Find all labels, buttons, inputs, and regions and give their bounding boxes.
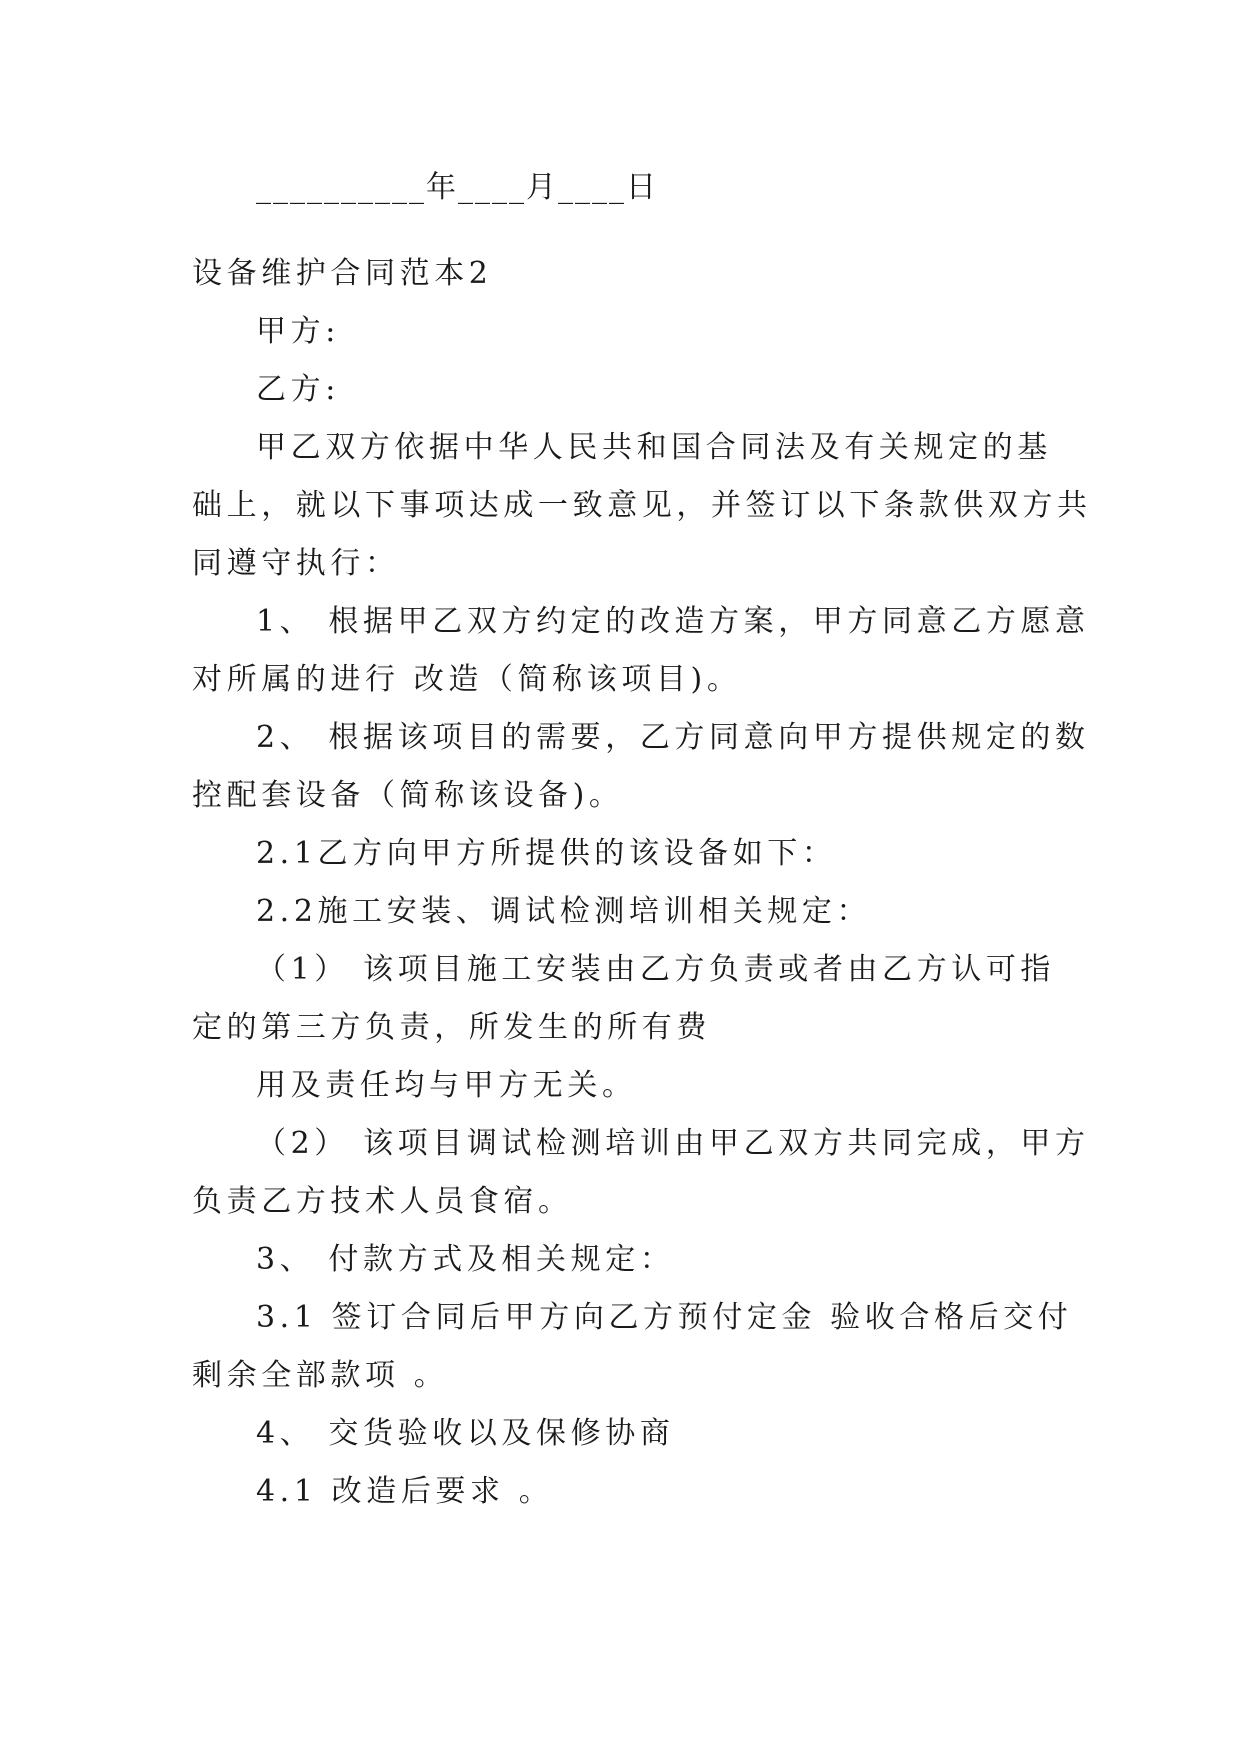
paragraph-line: 对所属的进行 改造（简称该项目)。: [192, 662, 742, 697]
paragraph-line: 1、 根据甲乙双方约定的改造方案，甲方同意乙方愿意: [256, 604, 1090, 639]
paragraph-line: 用及责任均与甲方无关。: [256, 1068, 637, 1103]
date-line: __________年____月____日: [256, 170, 658, 205]
paragraph-line: 4.1 改造后要求 。: [256, 1474, 554, 1509]
document-title: 设备维护合同范本2: [192, 256, 493, 291]
party-a-label: 甲方:: [256, 314, 340, 349]
paragraph-line: 同遵守执行：: [192, 546, 400, 581]
paragraph-line: 础上，就以下事项达成一致意见，并签订以下条款供双方共: [192, 488, 1092, 523]
paragraph-line: 剩余全部款项 。: [192, 1358, 449, 1393]
paragraph-line: 2.2施工安装、调试检测培训相关规定：: [256, 894, 872, 929]
paragraph-line: （1） 该项目施工安装由乙方负责或者由乙方认可指: [256, 952, 1056, 987]
paragraph-line: 2.1乙方向甲方所提供的该设备如下：: [256, 836, 837, 871]
paragraph-line: 定的第三方负责，所发生的所有费: [192, 1010, 711, 1045]
paragraph-line: 甲乙双方依据中华人民共和国合同法及有关规定的基: [256, 430, 1052, 465]
paragraph-line: 3.1 签订合同后甲方向乙方预付定金 验收合格后交付: [256, 1300, 1073, 1335]
paragraph-line: 2、 根据该项目的需要，乙方同意向甲方提供规定的数: [256, 720, 1090, 755]
paragraph-line: 负责乙方技术人员食宿。: [192, 1184, 573, 1219]
paragraph-line: 控配套设备（简称该设备)。: [192, 778, 624, 813]
party-b-label: 乙方:: [256, 372, 340, 407]
paragraph-line: 4、 交货验收以及保修协商: [256, 1416, 675, 1451]
paragraph-line: （2） 该项目调试检测培训由甲乙双方共同完成，甲方: [256, 1126, 1090, 1161]
paragraph-line: 3、 付款方式及相关规定：: [256, 1242, 675, 1277]
